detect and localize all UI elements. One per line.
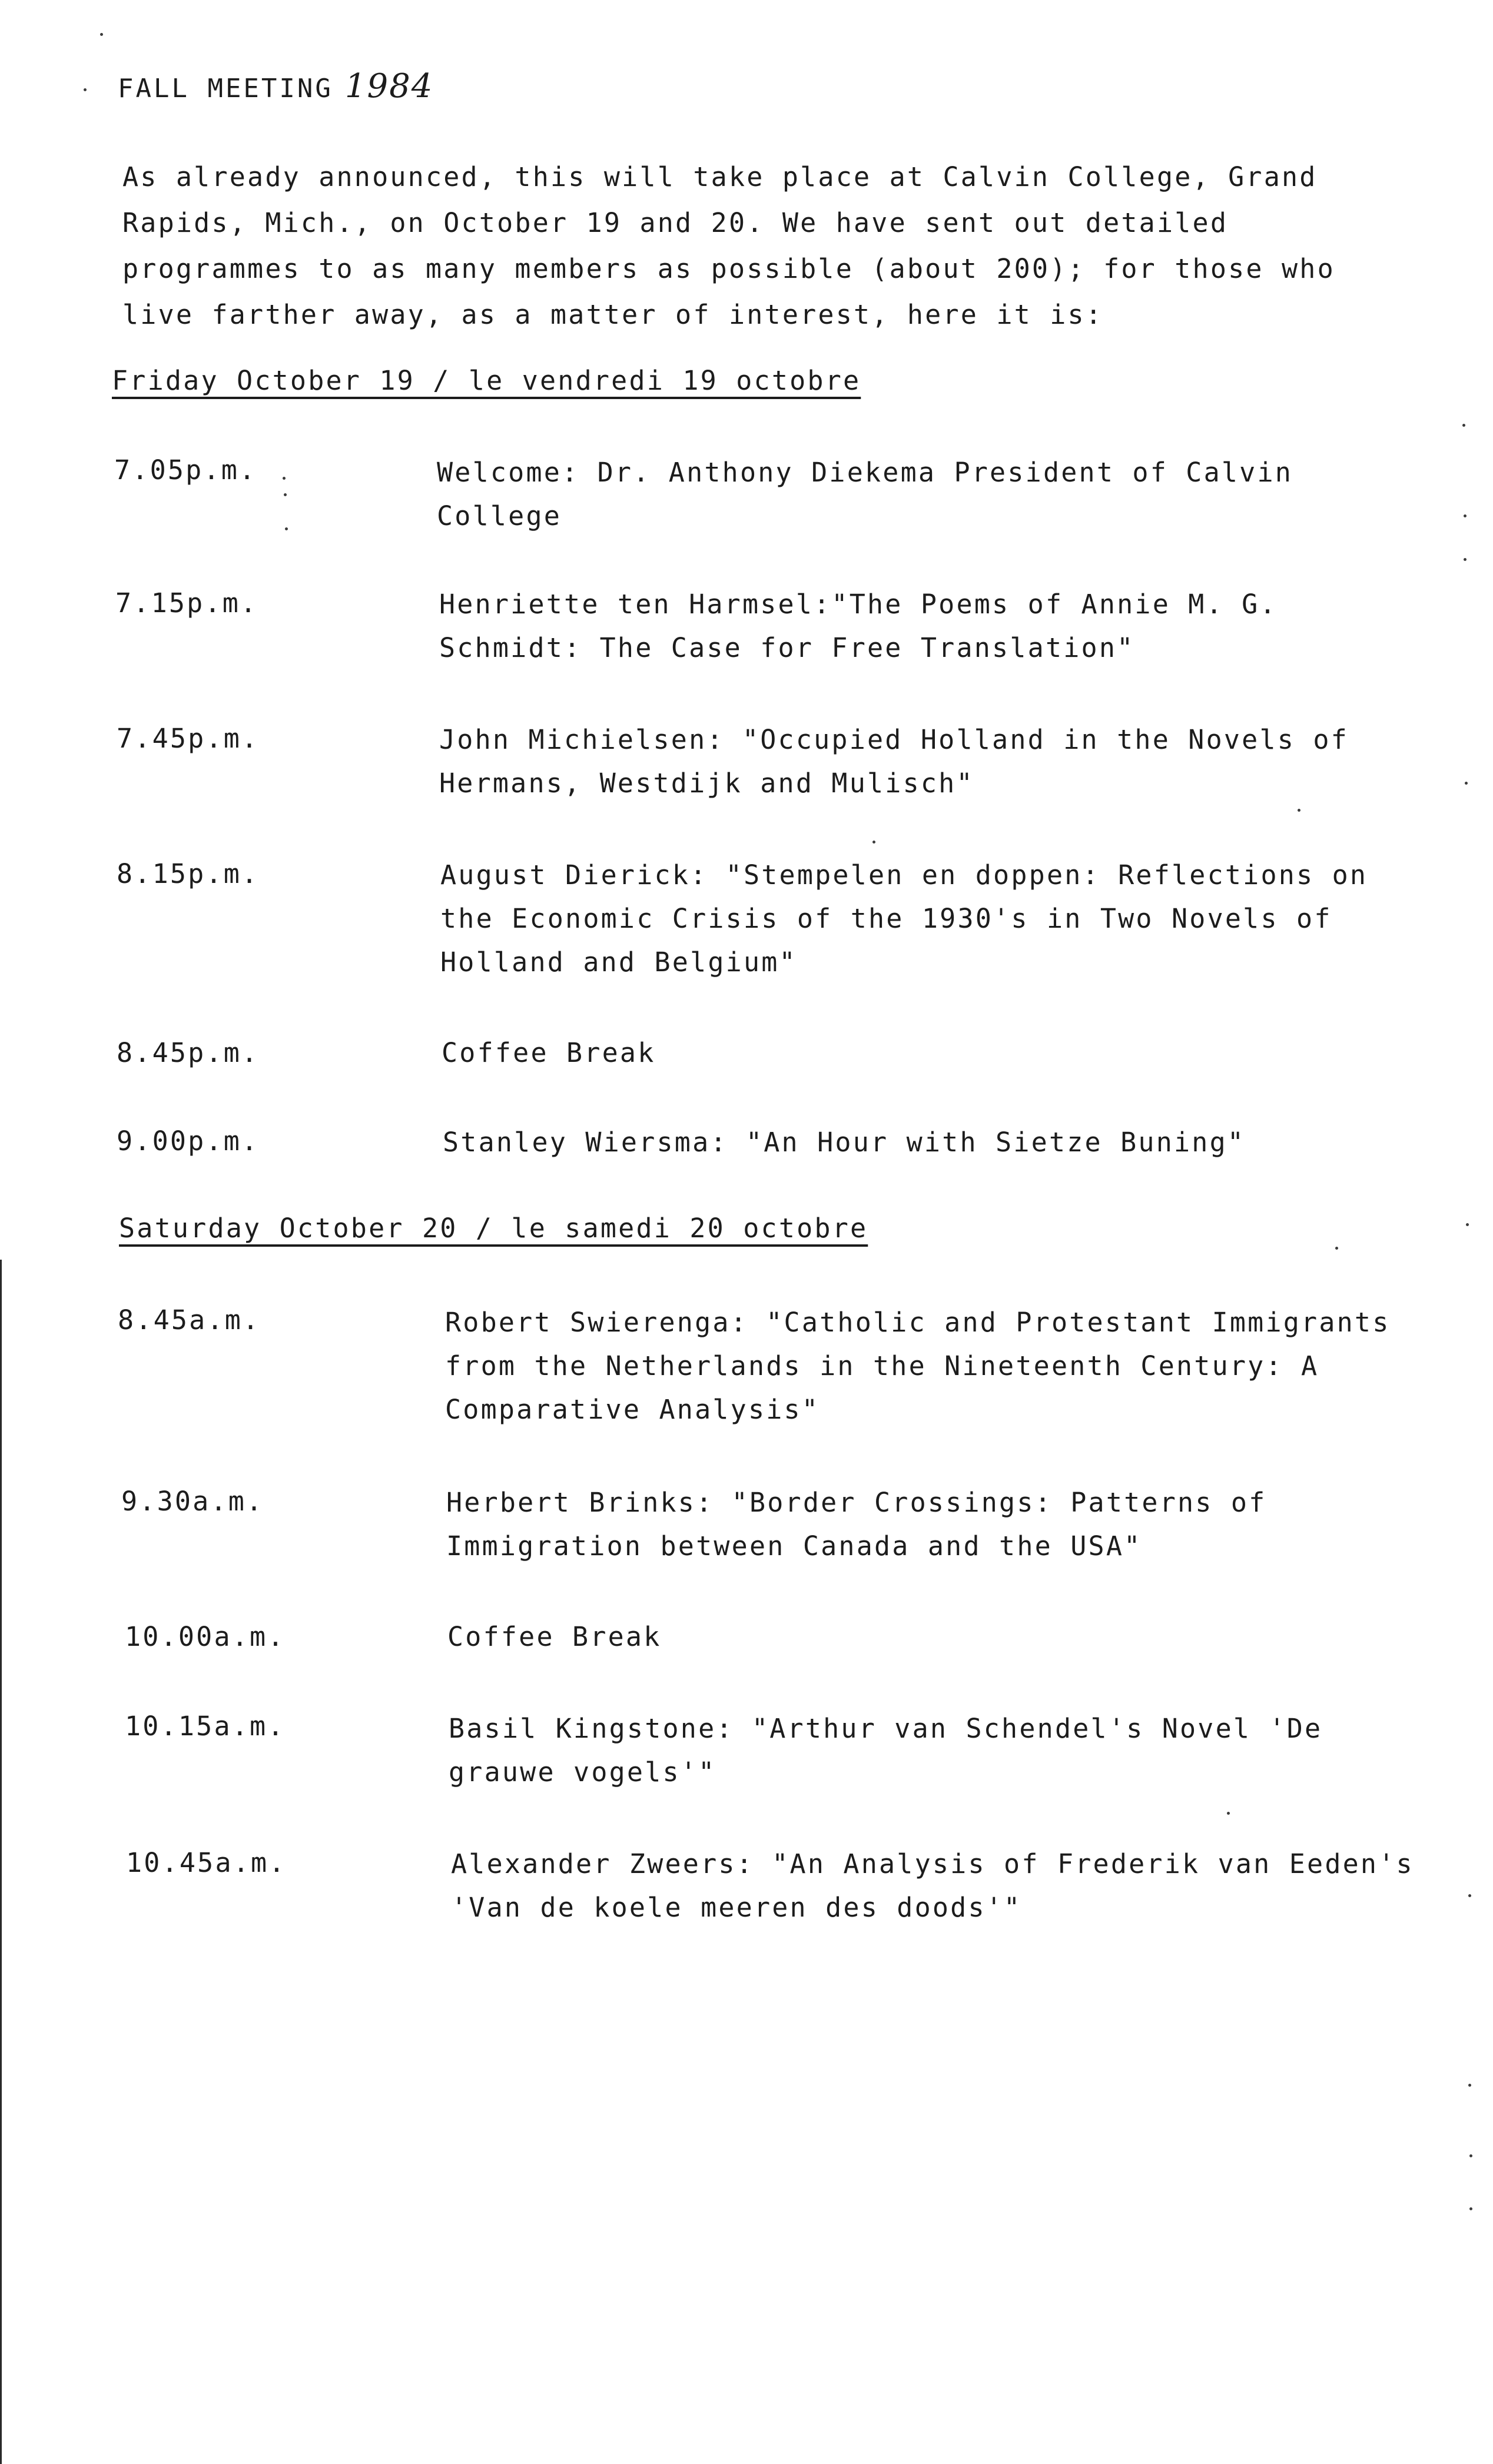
scan-speck [84, 88, 87, 91]
title-year: 1984 [344, 67, 434, 105]
event-description: Henriette ten Harmsel:"The Poems of Annie M. G. Schmidt: The Case for Free Translation" [439, 589, 1278, 663]
scan-speck [1466, 1223, 1469, 1226]
scan-speck [1469, 2207, 1472, 2210]
time-label: 9.00p.m. [117, 1125, 260, 1157]
time-label: 10.00a.m. [125, 1621, 286, 1652]
time-label: 10.15a.m. [125, 1711, 286, 1742]
event-description: Alexander Zweers: "An Analysis of Frederik van Eeden's 'Van de koele meeren des doods'" [451, 1848, 1414, 1923]
time-label: 8.45a.m. [118, 1304, 261, 1336]
event-description: Herbert Brinks: "Border Crossings: Patterns of Immigration between Canada and the USA" [446, 1487, 1267, 1562]
scan-speck [1465, 782, 1468, 785]
event-description: Welcome: Dr. Anthony Diekema President of Calvin College [437, 457, 1293, 532]
intro-paragraph: As already announced, this will take place at Calvin College, Grand Rapids, Mich., on October 19 and 20. We have sent out detailed programmes to as many members as possible (about 200); for those who live farther away, as a matter of interest, here it is: [122, 161, 1335, 330]
time-label: 8.15p.m. [117, 858, 260, 889]
scan-speck [1464, 514, 1467, 517]
scan-speck [1464, 558, 1467, 561]
scan-speck [1227, 1812, 1230, 1815]
event-description: August Dierick: "Stempelen en doppen: Reflections on the Economic Crisis of the 1930's in Two Novels of Holland and Belgium" [440, 859, 1368, 978]
scan-speck [872, 841, 875, 844]
event-description: Basil Kingstone: "Arthur van Schendel's Novel 'De grauwe vogels'" [449, 1713, 1323, 1788]
scan-speck [1462, 424, 1465, 427]
event-description: Stanley Wiersma: "An Hour with Sietze Buning" [443, 1127, 1246, 1158]
left-edge-line [0, 1260, 2, 2464]
event-description: Robert Swierenga: "Catholic and Protestant Immigrants from the Netherlands in the Nineteenth Century: A Comparative Analysis" [445, 1307, 1391, 1425]
event-description: John Michielsen: "Occupied Holland in the Novels of Hermans, Westdijk and Mulisch" [439, 724, 1349, 799]
saturday-heading: Saturday October 20 / le samedi 20 octobre [119, 1213, 868, 1244]
time-label: 7.05p.m. [114, 454, 257, 486]
time-label: 7.15p.m. [115, 587, 258, 619]
time-label: 9.30a.m. [121, 1486, 264, 1517]
scan-speck [1335, 1247, 1338, 1250]
event-description: Coffee Break [447, 1621, 662, 1652]
scan-speck [284, 493, 287, 496]
scan-speck [285, 527, 288, 530]
friday-heading: Friday October 19 / le vendredi 19 octobre [112, 365, 861, 396]
page-title [118, 67, 433, 105]
title-text: FALL MEETING [118, 74, 333, 104]
scan-speck [283, 477, 286, 480]
time-label: 8.45p.m. [117, 1037, 260, 1068]
scan-speck [1468, 2084, 1471, 2087]
scan-speck [1469, 2154, 1472, 2157]
time-label: 10.45a.m. [126, 1847, 287, 1878]
time-label: 7.45p.m. [117, 723, 260, 754]
scan-speck [100, 33, 103, 36]
scan-speck [1468, 1894, 1471, 1897]
event-description: Coffee Break [442, 1037, 656, 1068]
scan-speck [1298, 809, 1300, 812]
